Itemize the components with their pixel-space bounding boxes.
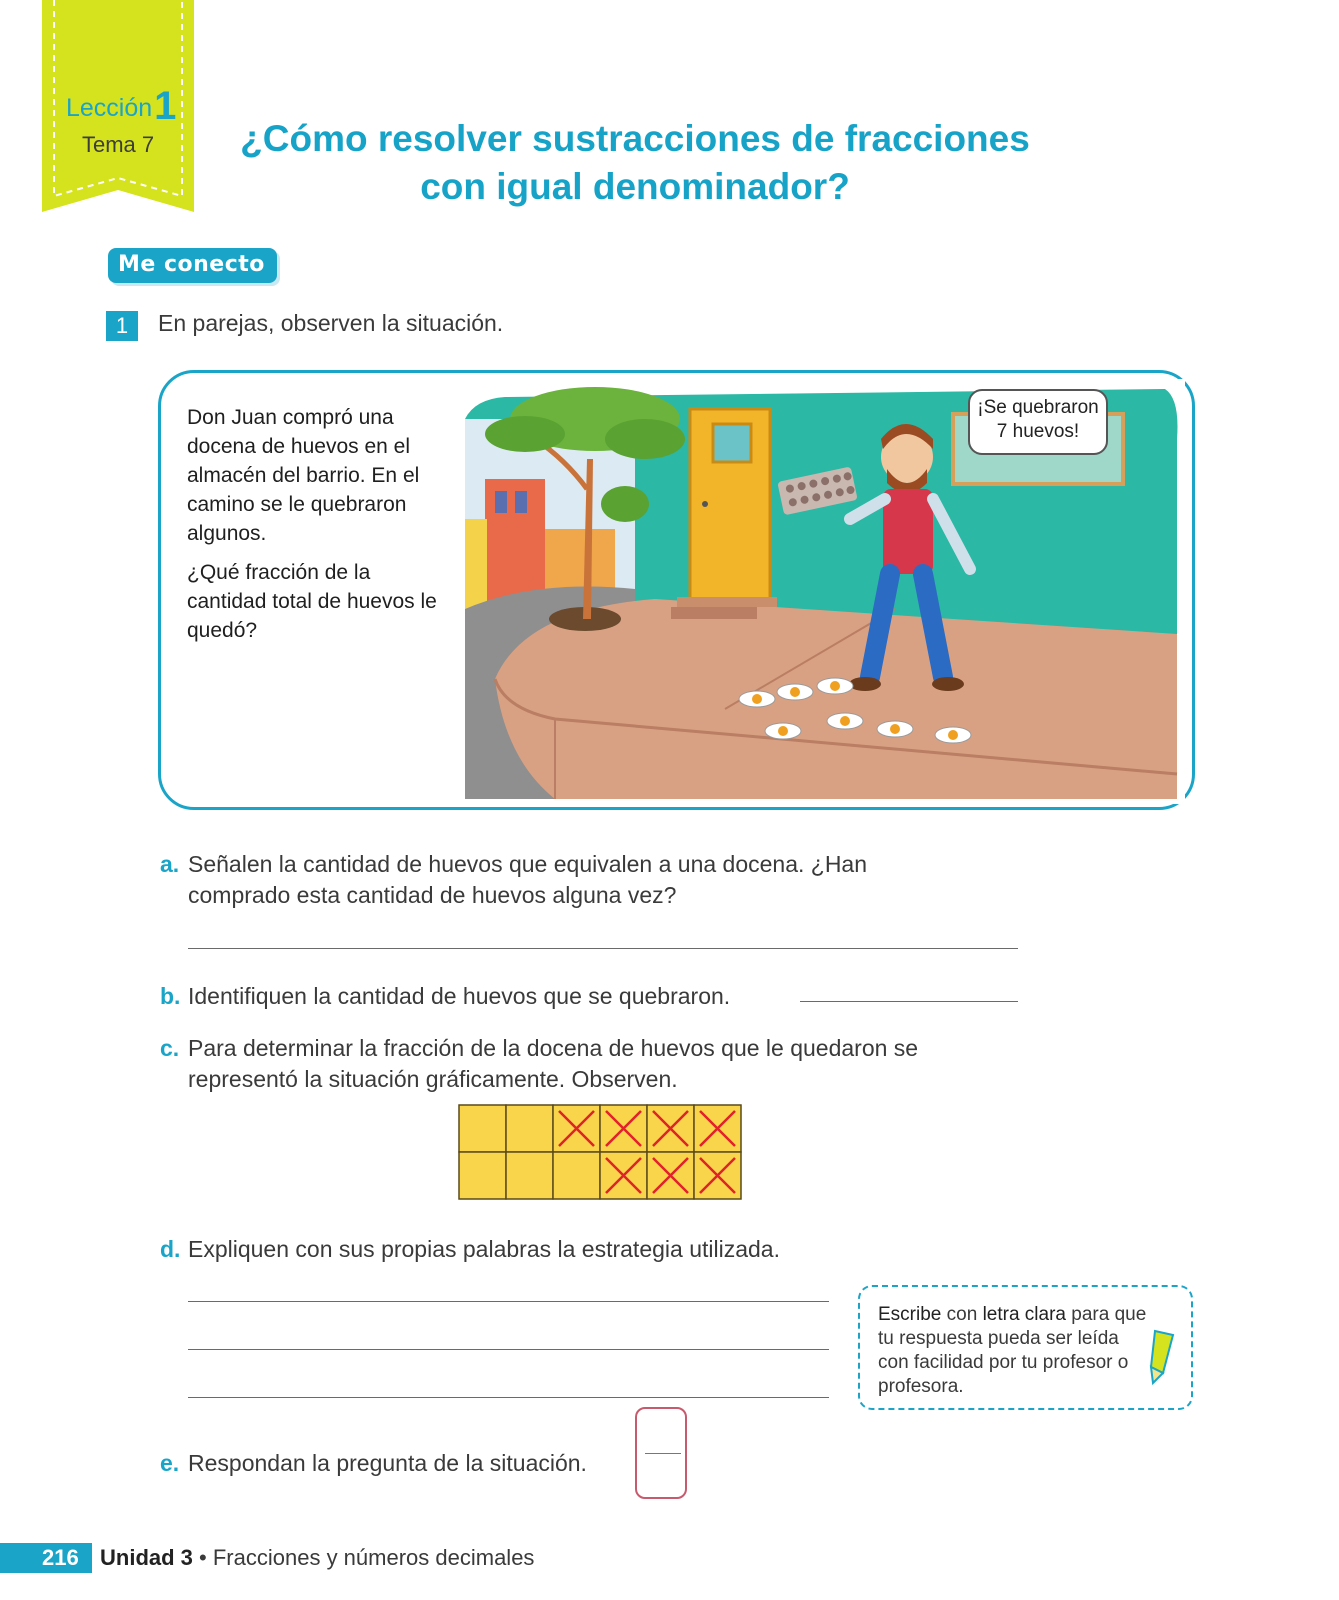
footer-unit: Unidad 3 bbox=[100, 1545, 193, 1570]
tip-box bbox=[858, 1285, 1193, 1410]
question-a-letter: a. bbox=[160, 851, 180, 877]
tip-text bbox=[878, 1303, 1148, 1399]
story-question: ¿Qué fracción de la cantidad total de huevos le quedó? bbox=[187, 561, 437, 642]
speech-line-1: ¡Se quebraron bbox=[977, 397, 1099, 418]
tip-emphasis: letra clara bbox=[982, 1304, 1066, 1325]
activity-number: 1 bbox=[106, 311, 138, 341]
answer-line-d-2[interactable] bbox=[188, 1349, 829, 1350]
grid-cell bbox=[506, 1152, 553, 1199]
answer-line-a[interactable] bbox=[188, 948, 1018, 949]
question-b-letter: b. bbox=[160, 983, 181, 1009]
tip-word-1: Escribe bbox=[878, 1304, 942, 1325]
footer-text bbox=[100, 1543, 534, 1573]
question-e bbox=[160, 1448, 648, 1479]
question-d-letter: d. bbox=[160, 1236, 181, 1262]
grid-cell bbox=[506, 1105, 553, 1152]
speech-bubble bbox=[968, 389, 1108, 455]
page-title bbox=[210, 115, 1060, 211]
question-b-text: Identifiquen la cantidad de huevos que se quebraron. bbox=[188, 983, 731, 1009]
title-line-1: ¿Cómo resolver sustracciones de fracciones bbox=[240, 118, 1030, 159]
egg-grid bbox=[458, 1104, 744, 1202]
activity-instruction: En parejas, observen la situación. bbox=[158, 310, 504, 336]
title-line-2: con igual denominador? bbox=[420, 166, 850, 207]
lesson-number: 1 bbox=[154, 84, 177, 128]
section-tag-label: Me conecto bbox=[108, 248, 277, 283]
question-e-text: Respondan la pregunta de la situación. bbox=[188, 1450, 587, 1476]
answer-line-d-1[interactable] bbox=[188, 1301, 829, 1302]
lesson-label: Lección1 bbox=[66, 84, 177, 128]
question-c-text: Para determinar la fracción de la docena de huevos que le quedaron se representó la situación gráficamente. Observen. bbox=[188, 1035, 919, 1092]
footer-separator: • bbox=[199, 1545, 207, 1570]
pencil-icon bbox=[1147, 1327, 1177, 1385]
story-paragraph-1: Don Juan compró una docena de huevos en el almacén del barrio. En el camino se le quebraron algunos. bbox=[187, 406, 420, 545]
footer-subject: Fracciones y números decimales bbox=[212, 1545, 535, 1570]
tip-rest: para que tu respuesta pueda ser leída con facilidad por tu profesor o profesora. bbox=[878, 1304, 1147, 1397]
lesson-ribbon bbox=[42, 0, 194, 212]
topic-label: Tema 7 bbox=[82, 132, 155, 157]
question-b bbox=[160, 981, 808, 1012]
answer-line-d-3[interactable] bbox=[188, 1397, 829, 1398]
grid-cell bbox=[459, 1152, 506, 1199]
speech-line-2: 7 huevos! bbox=[996, 421, 1080, 442]
question-c-letter: c. bbox=[160, 1035, 180, 1061]
question-e-letter: e. bbox=[160, 1450, 180, 1476]
question-a bbox=[160, 849, 948, 911]
page-number: 216 bbox=[42, 1545, 79, 1570]
situation-story bbox=[187, 403, 455, 655]
answer-line-b[interactable] bbox=[800, 1001, 1018, 1002]
question-a-text: Señalen la cantidad de huevos que equivalen a una docena. ¿Han comprado esta cantidad de huevos alguna vez? bbox=[188, 851, 868, 908]
grid-cell bbox=[553, 1152, 600, 1199]
tip-word-2: con bbox=[946, 1304, 978, 1325]
fraction-answer-box[interactable] bbox=[635, 1407, 687, 1499]
grid-cell bbox=[459, 1105, 506, 1152]
question-d-text: Expliquen con sus propias palabras la estrategia utilizada. bbox=[188, 1236, 780, 1262]
question-d bbox=[160, 1234, 948, 1265]
section-tag bbox=[108, 248, 277, 283]
question-c bbox=[160, 1033, 998, 1095]
fraction-bar bbox=[645, 1453, 681, 1454]
